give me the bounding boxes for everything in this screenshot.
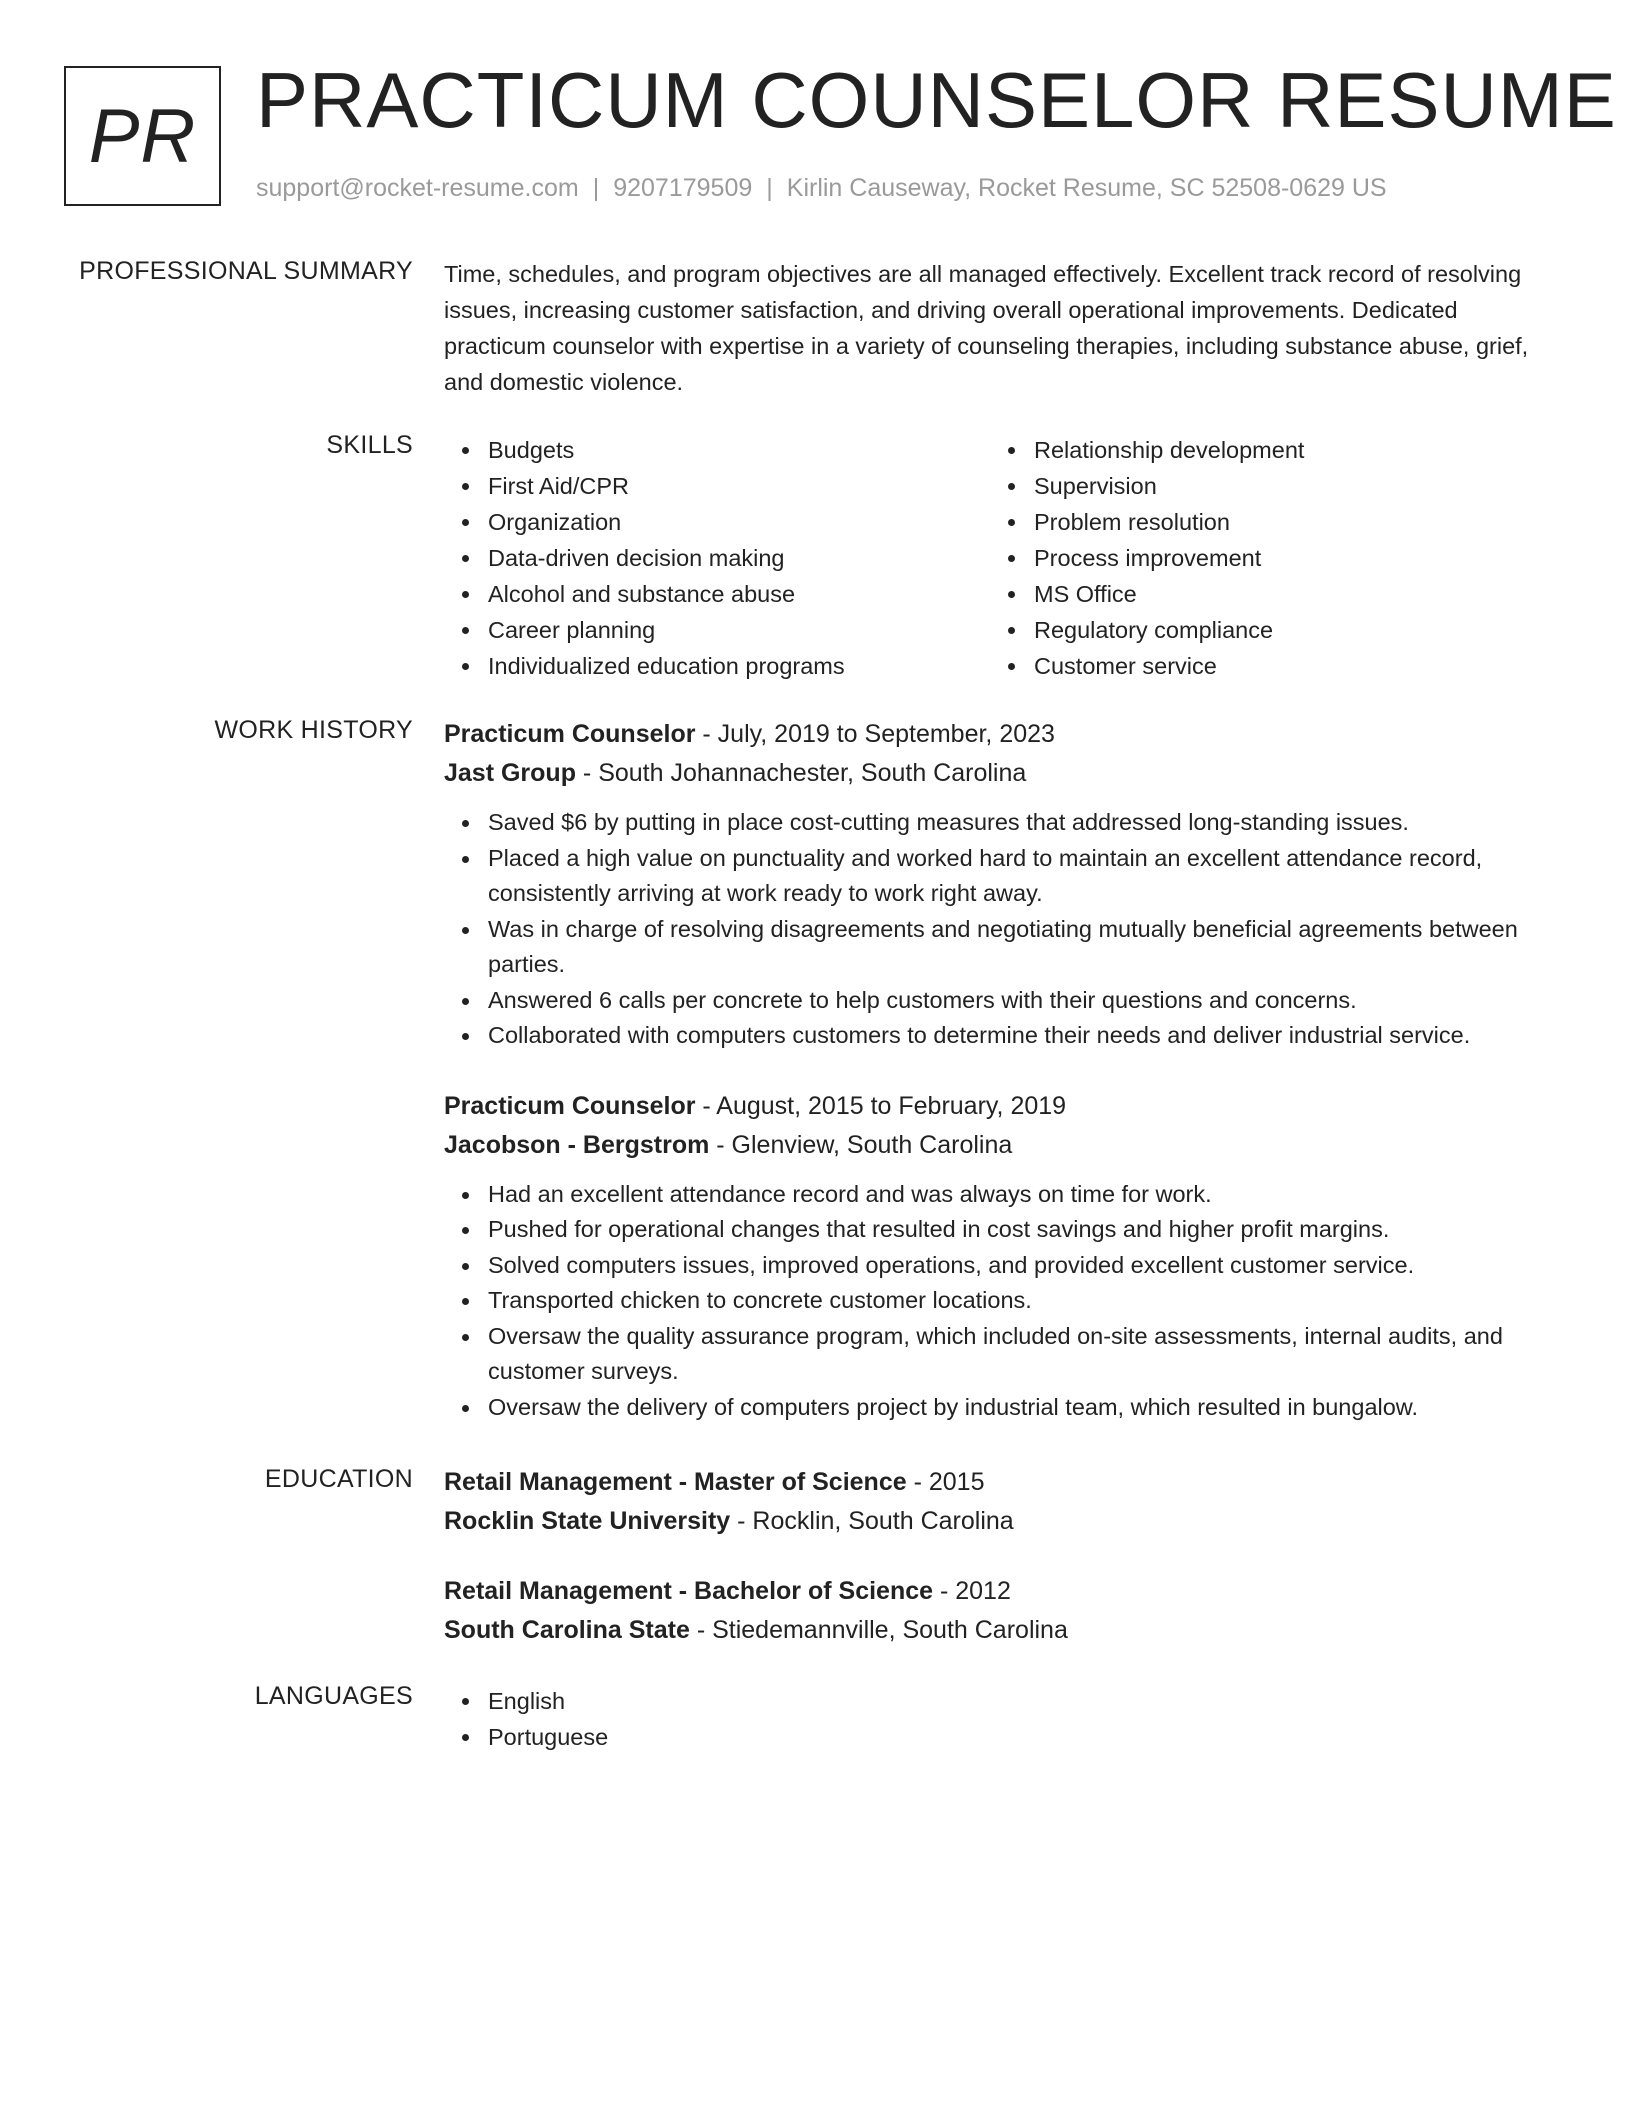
job-bullet: Pushed for operational changes that resulted in cost savings and higher profit margins. bbox=[444, 1212, 1564, 1248]
job-bullets bbox=[444, 1177, 1564, 1426]
contact-separator: | bbox=[766, 174, 773, 202]
skills-heading: SKILLS bbox=[326, 431, 413, 459]
job-dates: - August, 2015 to February, 2019 bbox=[695, 1091, 1067, 1120]
resume-title: PRACTICUM COUNSELOR RESUME bbox=[256, 56, 1617, 144]
education-location: - Rocklin, South Carolina bbox=[730, 1507, 1014, 1535]
skill-item: Individualized education programs bbox=[444, 648, 990, 684]
education-school-line bbox=[444, 1611, 1564, 1650]
languages-body bbox=[444, 1683, 1564, 1755]
education-body bbox=[444, 1463, 1564, 1650]
job-dates: - July, 2019 to September, 2023 bbox=[695, 720, 1055, 748]
education-degree-line bbox=[444, 1572, 1564, 1611]
job-entry bbox=[444, 715, 1564, 1054]
education-location: - Stiedemannville, South Carolina bbox=[689, 1616, 1068, 1644]
skill-item: Regulatory compliance bbox=[990, 612, 1536, 648]
job-company: Jast Group bbox=[444, 759, 576, 787]
summary-body bbox=[444, 256, 1564, 400]
education-entry bbox=[444, 1463, 1564, 1541]
job-company-line bbox=[444, 754, 1564, 793]
summary-heading: PROFESSIONAL SUMMARY bbox=[79, 257, 413, 285]
job-company: Jacobson - Bergstrom bbox=[444, 1130, 710, 1159]
job-role: Practicum Counselor bbox=[444, 1091, 696, 1120]
job-bullet: Transported chicken to concrete customer locations. bbox=[444, 1283, 1564, 1319]
job-bullet: Oversaw the delivery of computers project by industrial team, which resulted in bungalow. bbox=[444, 1390, 1564, 1426]
job-bullet: Placed a high value on punctuality and worked hard to maintain an excellent attendance record, consistently arriving at work ready to work right away. bbox=[444, 841, 1564, 912]
skill-item: Data-driven decision making bbox=[444, 540, 990, 576]
contact-address: Kirlin Causeway, Rocket Resume, SC 52508-0629 US bbox=[786, 174, 1387, 202]
job-company-line bbox=[444, 1126, 1564, 1165]
work-history-body bbox=[444, 715, 1564, 1425]
job-location: - South Johannachester, South Carolina bbox=[575, 759, 1027, 787]
job-bullets bbox=[444, 805, 1564, 1054]
education-school: Rocklin State University bbox=[444, 1507, 731, 1535]
education-year: - 2015 bbox=[906, 1468, 985, 1496]
job-bullet: Was in charge of resolving disagreements and negotiating mutually beneficial agreements between parties. bbox=[444, 912, 1564, 983]
contact-separator: | bbox=[592, 174, 600, 202]
monogram-initials: PR bbox=[88, 93, 197, 179]
job-bullet: Saved $6 by putting in place cost-cutting measures that addressed long-standing issues. bbox=[444, 805, 1564, 841]
skill-item: Problem resolution bbox=[990, 504, 1536, 540]
contact-email[interactable]: support@rocket-resume.com bbox=[256, 174, 579, 202]
job-role: Practicum Counselor bbox=[444, 720, 696, 748]
job-bullet: Oversaw the quality assurance program, which included on-site assessments, internal audits, and customer surveys. bbox=[444, 1319, 1564, 1390]
skill-item: First Aid/CPR bbox=[444, 468, 990, 504]
skill-item: Process improvement bbox=[990, 540, 1536, 576]
contact-line bbox=[256, 174, 1387, 203]
languages-heading: LANGUAGES bbox=[254, 1682, 413, 1710]
education-school-line bbox=[444, 1502, 1564, 1541]
language-item: Portuguese bbox=[444, 1719, 1564, 1755]
work-history-heading: WORK HISTORY bbox=[214, 716, 413, 744]
education-degree: Retail Management - Bachelor of Science bbox=[444, 1577, 934, 1605]
skill-item: MS Office bbox=[990, 576, 1536, 612]
education-heading: EDUCATION bbox=[264, 1465, 413, 1493]
job-title-line bbox=[444, 1087, 1564, 1126]
skill-item: Customer service bbox=[990, 648, 1536, 684]
language-item: English bbox=[444, 1683, 1564, 1719]
skill-item: Career planning bbox=[444, 612, 990, 648]
education-entry bbox=[444, 1572, 1564, 1650]
contact-phone[interactable]: 9207179509 bbox=[613, 174, 753, 202]
skills-body bbox=[444, 432, 1564, 684]
skills-list-right bbox=[990, 432, 1536, 684]
job-bullet: Collaborated with computers customers to determine their needs and deliver industrial service. bbox=[444, 1018, 1564, 1054]
monogram-box bbox=[64, 66, 221, 206]
skill-item: Relationship development bbox=[990, 432, 1536, 468]
education-degree-line bbox=[444, 1463, 1564, 1502]
job-entry bbox=[444, 1087, 1564, 1426]
job-title-line bbox=[444, 715, 1564, 754]
education-year: - 2012 bbox=[933, 1577, 1011, 1605]
skill-item: Alcohol and substance abuse bbox=[444, 576, 990, 612]
summary-text: Time, schedules, and program objectives are all managed effectively. Excellent track record of resolving issues, increasing customer satisfaction, and driving overall operational improvements. Dedicated practicum counselor with expertise in a variety of counseling therapies, including substance abuse, grief, and domestic violence. bbox=[444, 261, 1529, 395]
job-bullet: Had an excellent attendance record and was always on time for work. bbox=[444, 1177, 1564, 1213]
languages-list bbox=[444, 1683, 1564, 1755]
skill-item: Organization bbox=[444, 504, 990, 540]
job-bullet: Answered 6 calls per concrete to help customers with their questions and concerns. bbox=[444, 983, 1564, 1019]
education-degree: Retail Management - Master of Science bbox=[444, 1468, 907, 1496]
job-bullet: Solved computers issues, improved operations, and provided excellent customer service. bbox=[444, 1248, 1564, 1284]
skills-columns bbox=[444, 432, 1564, 684]
skills-list-left bbox=[444, 432, 990, 684]
skill-item: Supervision bbox=[990, 468, 1536, 504]
job-location: - Glenview, South Carolina bbox=[709, 1130, 1013, 1159]
skill-item: Budgets bbox=[444, 432, 990, 468]
education-school: South Carolina State bbox=[444, 1616, 690, 1644]
